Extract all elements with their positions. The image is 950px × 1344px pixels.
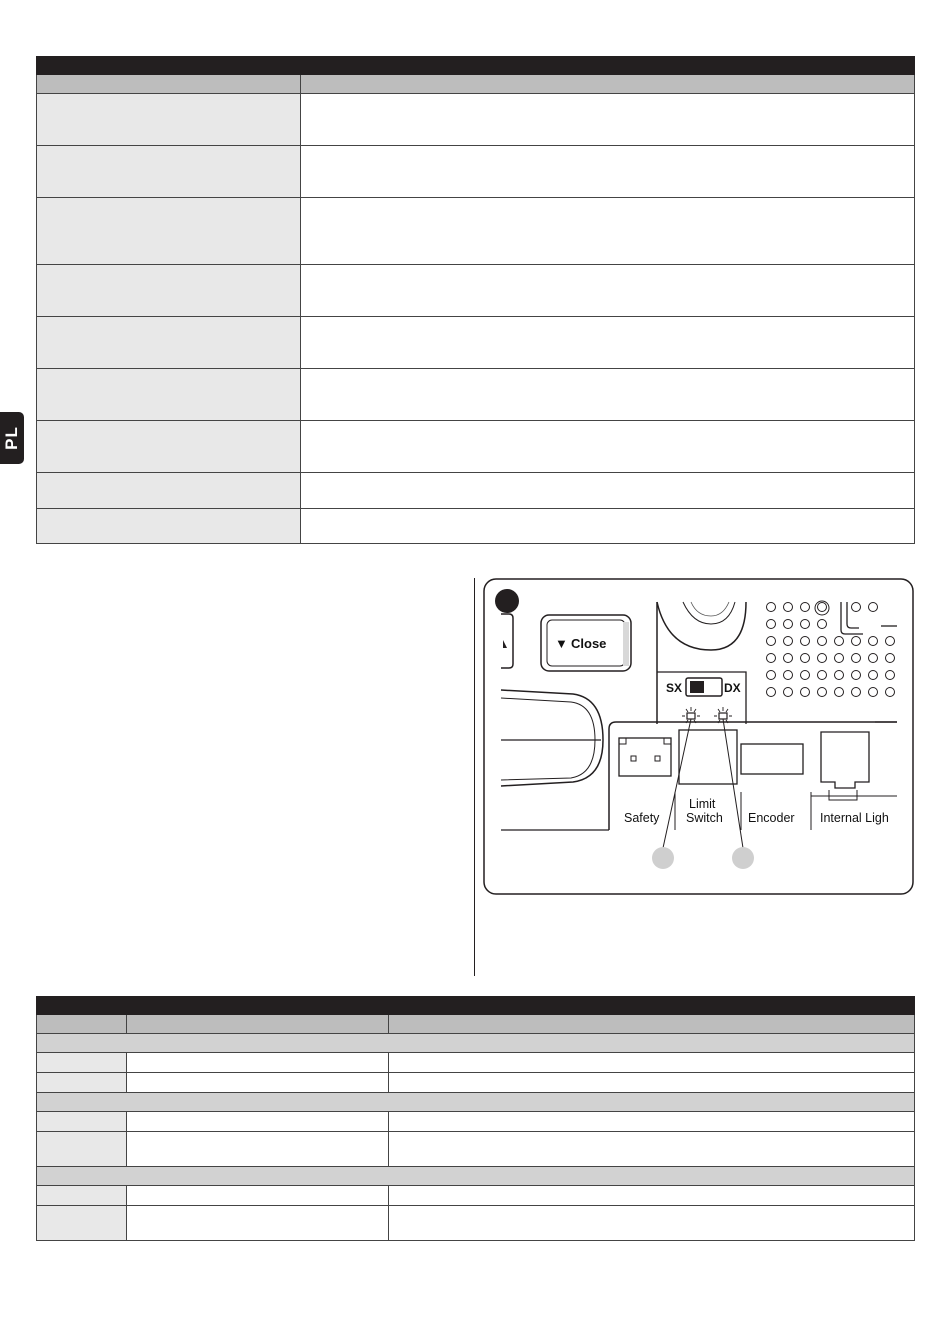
table-group-row [37,1093,915,1112]
table-row [37,265,915,317]
direction-switch[interactable] [686,678,722,696]
table-group-row [37,1167,915,1186]
encoder-label: Encoder [748,811,795,825]
safety-connector [619,738,671,776]
table-row [37,1073,915,1093]
figure-number-badge [495,589,519,613]
limit-switch-connector [679,730,737,784]
close-arrow-icon: ▼ [555,636,568,651]
table-row [37,421,915,473]
table-row [37,317,915,369]
control-unit-figure [483,578,914,895]
close-button[interactable] [541,615,631,671]
table-row [37,1112,915,1132]
table-row [37,369,915,421]
parameters-table [36,56,915,544]
limit-label-line1: Limit [689,797,716,811]
callout-left [652,847,674,869]
switch-label-dx: DX [724,681,741,695]
table-group-row [37,1034,915,1053]
table-row [37,1186,915,1206]
table-row [37,1053,915,1073]
table-header-row [37,1015,915,1034]
callout-right [732,847,754,869]
table-row [37,146,915,198]
led-status-table [36,996,915,1241]
table-row [37,198,915,265]
column-divider [474,578,475,976]
switch-knob [690,681,704,693]
table-row [37,473,915,509]
language-tab-label: PL [2,426,21,450]
table-row [37,509,915,544]
table-row [37,94,915,146]
language-tab [0,412,24,464]
limit-label-line2: Switch [686,811,723,825]
safety-label: Safety [624,811,660,825]
table-title-bar [37,997,915,1015]
encoder-connector [741,744,803,774]
switch-label-sx: SX [666,681,683,695]
table-row [37,1206,915,1241]
table-header-row [37,75,915,94]
internal-light-label: Internal Ligh [820,811,889,825]
table-title-bar [37,57,915,75]
close-button-label: Close [571,636,607,651]
table-row [37,1132,915,1167]
